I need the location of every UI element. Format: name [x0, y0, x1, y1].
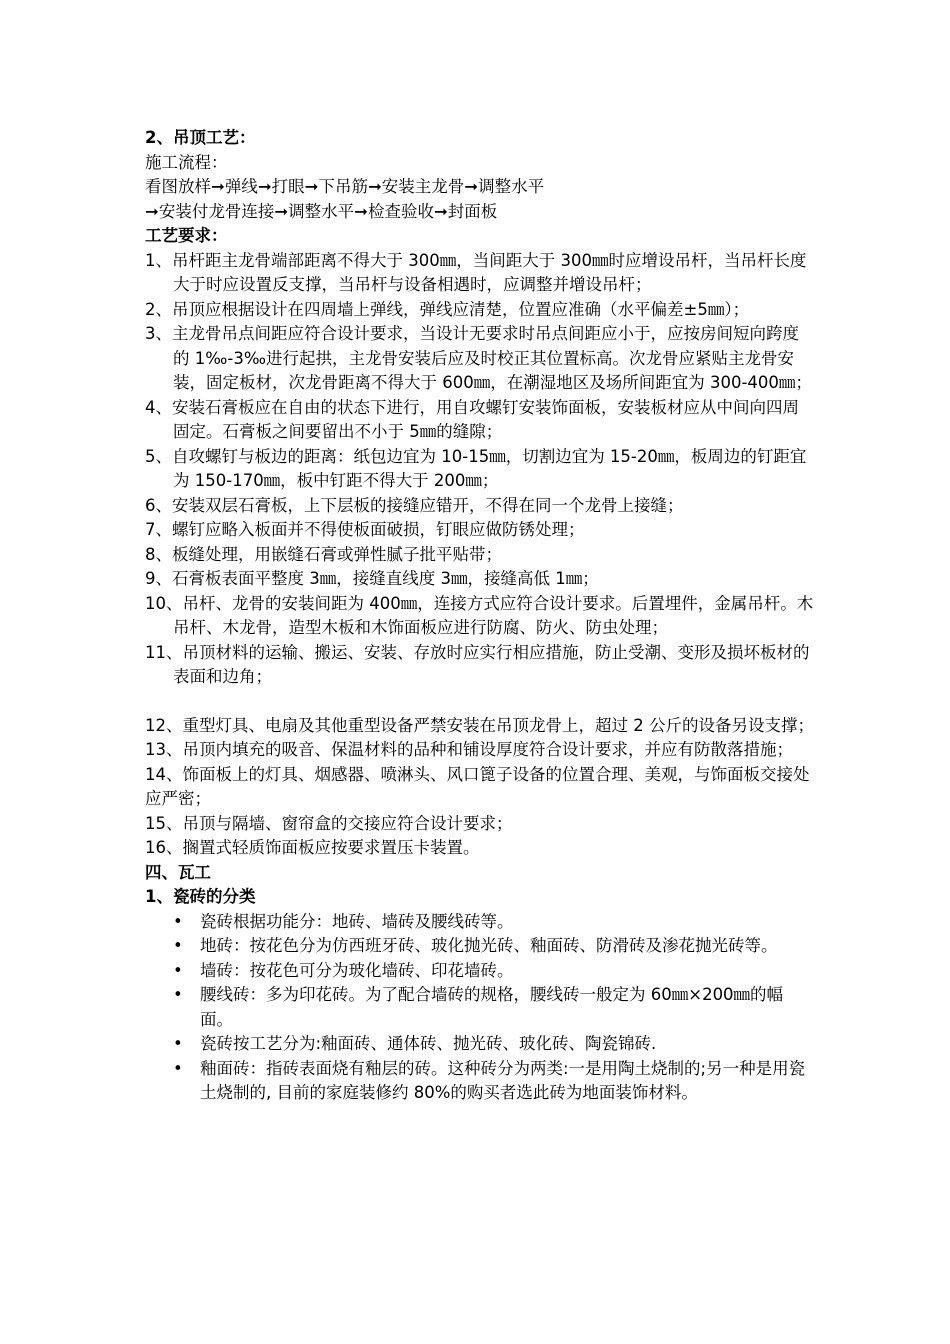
requirement-item: 3、主龙骨吊点间距应符合设计要求，当设计无要求时吊点间距应小于，应按房间短向跨度的 1‰-3‰进行起拱，主龙骨安装后应及时校正其位置标高。次龙骨应紧贴主龙骨安装，固定板材，次龙骨距离不得大于 600㎜，在潮湿地区及场所间距宜为 300-400㎜； — [145, 324, 812, 392]
bullet-item — [145, 910, 815, 935]
document-page — [145, 126, 815, 1106]
requirement-item: 15、吊顶与隔墙、窗帘盒的交接应符合设计要求； — [145, 813, 513, 833]
bullet-item — [145, 1057, 815, 1106]
bullet-text: 地砖：按花色分为仿西班牙砖、玻化抛光砖、釉面砖、防滑砖及渗花抛光砖等。 — [200, 936, 778, 955]
bullet-item — [145, 983, 815, 1032]
requirement-item: 13、吊顶内填充的吸音、保温材料的品种和铺设厚度符合设计要求，并应有防散落措施； — [145, 740, 793, 759]
requirement-item: 6、安装双层石膏板，上下层板的接缝应错开，不得在同一个龙骨上接缝； — [145, 495, 684, 515]
section-title-ceiling: 2、吊顶工艺： — [145, 128, 256, 147]
requirement-item: 10、吊杆、龙骨的安装间距为 400㎜，连接方式应符合设计要求。后置埋件，金属吊杆。木吊杆、木龙骨，造型木板和木饰面板应进行防腐、防火、防虫处理； — [145, 593, 814, 637]
requirement-item: 14、饰面板上的灯具、烟感器、喷淋头、风口篦子设备的位置合理、美观，与饰面板交接处应严密； — [145, 764, 810, 808]
bullet-text: 釉面砖：指砖表面烧有釉层的砖。这种砖分为两类:一是用陶土烧制的;另一种是用瓷土烧制的, 目前的家庭装修约 80%的购买者选此砖为地面装饰材料。 — [200, 1058, 806, 1102]
bullet-item — [145, 1032, 815, 1057]
requirement-item: 12、重型灯具、电扇及其他重型设备严禁安装在吊顶龙骨上，超过 2 公斤的设备另设支撑； — [145, 715, 814, 735]
requirement-item: 2、吊顶应根据设计在四周墙上弹线，弹线应清楚，位置应准确（水平偏差±5㎜）； — [145, 299, 750, 319]
sub-title-tile-classification: 1、瓷砖的分类 — [145, 887, 256, 906]
requirement-item: 11、吊顶材料的运输、搬运、安装、存放时应实行相应措施，防止受潮、变形及损坏板材的表面和边角； — [145, 642, 810, 686]
bullet-icon: • — [173, 960, 183, 980]
requirement-item: 1、吊杆距主龙骨端部距离不得大于 300㎜，当间距大于 300㎜时应增设吊杆，当吊杆长度大于时应设置反支撑，当吊杆与设备相遇时，应调整并增设吊杆； — [145, 250, 807, 294]
requirement-item: 9、石膏板表面平整度 3㎜，接缝直线度 3㎜，接缝高低 1㎜； — [145, 569, 599, 588]
bullet-icon: • — [173, 1058, 183, 1078]
requirement-item: 5、自攻螺钉与板边的距离：纸包边宜为 10-15㎜，切割边宜为 15-20㎜，板周边的钉距宜为 150-170㎜，板中钉距不得大于 200㎜； — [145, 446, 807, 490]
bullet-text: 瓷砖根据功能分：地砖、墙砖及腰线砖等。 — [200, 911, 514, 931]
bullet-text: 腰线砖：多为印花砖。为了配合墙砖的规格，腰线砖一般定为 60㎜×200㎜的幅面。 — [200, 985, 784, 1029]
bullet-icon: • — [173, 936, 183, 955]
bullet-item — [145, 959, 815, 984]
requirement-item: 8、板缝处理，用嵌缝石膏或弹性腻子批平贴带； — [145, 544, 502, 564]
requirement-item: 7、螺钉应略入板面并不得使板面破损，钉眼应做防锈处理； — [145, 520, 585, 539]
bullet-text: 墙砖：按花色可分为玻化墙砖、印花墙砖。 — [200, 960, 514, 980]
blank-gap — [145, 690, 815, 714]
bullet-item — [145, 934, 815, 959]
bullet-icon: • — [173, 911, 183, 931]
tile-bullet-list — [145, 910, 815, 1106]
bullet-icon: • — [173, 1034, 183, 1053]
bullet-text: 瓷砖按工艺分为:釉面砖、通体砖、抛光砖、玻化砖、陶瓷锦砖. — [200, 1034, 657, 1053]
requirement-item: 16、搁置式轻质饰面板应按要求置压卡装置。 — [145, 838, 480, 857]
flow-line-1: 看图放样➞弹线➞打眼➞下吊筋➞安装主龙骨➞调整水平 — [145, 177, 545, 196]
requirement-item: 4、安装石膏板应在自由的状态下进行，用自攻螺钉安装饰面板，安装板材应从中间向四周固定。石膏板之间要留出不小于 5㎜的缝隙； — [145, 397, 799, 441]
section-title-tile: 四、瓦工 — [145, 862, 211, 882]
requirements-title: 工艺要求： — [145, 226, 228, 245]
bullet-icon: • — [173, 985, 183, 1004]
flow-label: 施工流程： — [145, 152, 228, 172]
flow-line-2: ➞安装付龙骨连接➞调整水平➞检查验收➞封面板 — [145, 201, 498, 221]
